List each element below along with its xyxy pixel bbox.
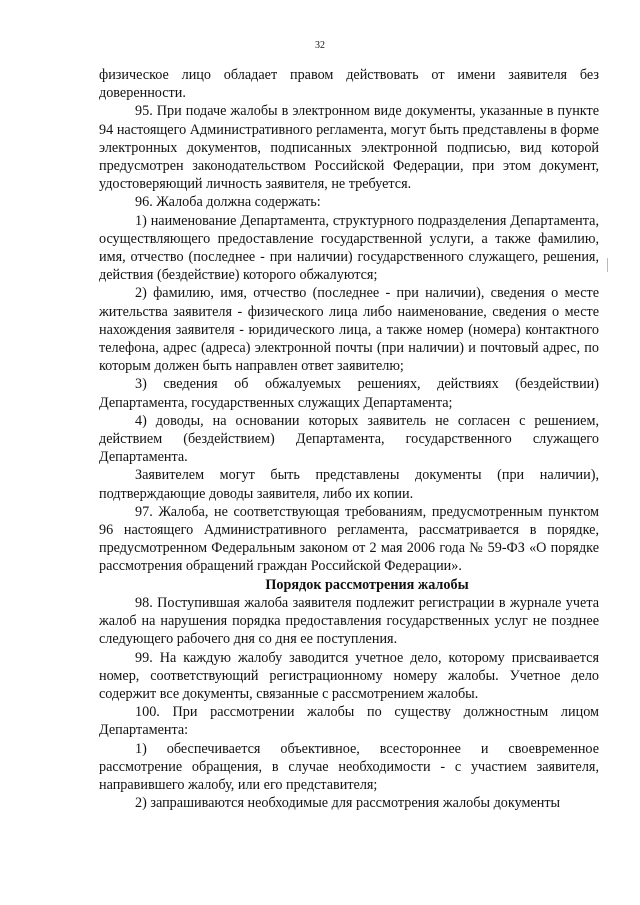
section-heading: Порядок рассмотрения жалобы — [265, 576, 469, 593]
document-body — [99, 66, 599, 812]
paragraph-99: 99. На каждую жалобу заводится учетное дело, которому присваивается номер, соответствующий регистрационному номеру жалобы. Учетное дело содержит все документы, связанные с рассмотрением жалобы. — [99, 649, 599, 702]
page-number: 32 — [315, 40, 325, 51]
paragraph-98: 98. Поступившая жалоба заявителя подлежит регистрации в журнале учета жалоб на нарушения порядка предоставления государственных услуг не позднее следующего рабочего дня со дня ее поступления. — [99, 594, 599, 648]
paragraph-96-note: Заявителем могут быть представлены документы (при наличии), подтверждающие доводы заявителя, либо их копии. — [99, 467, 599, 502]
paragraph-96-item-3: 3) сведения об обжалуемых решениях, действиях (бездействии) Департамента, государственных служащих Департамента; — [99, 376, 599, 411]
paragraph-100: 100. При рассмотрении жалобы по существу должностным лицом Департамента: — [99, 704, 599, 739]
paragraph-96-item-2: 2) фамилию, имя, отчество (последнее - при наличии), сведения о месте жительства заявителя - физического лица либо наименование, сведения о месте нахождения заявителя - юридического лица, а также номер (номера) контактного телефона, адрес (адреса) электронной почты (при наличии) и почтовый адрес, по которым должен быть направлен ответ заявителю; — [99, 285, 599, 375]
paragraph-100-item-2: 2) запрашиваются необходимые для рассмотрения жалобы документы — [135, 795, 561, 812]
paragraph-96-item-4: 4) доводы, на основании которых заявитель не согласен с решением, действием (бездействием) Департамента, государственного служащего Департамента. — [99, 412, 599, 466]
paragraph-97: 97. Жалоба, не соответствующая требованиям, предусмотренным пунктом 96 настоящего Административного регламента, рассматривается в порядке, предусмотренном Федеральным законом от 2 мая 2006 года № 59-ФЗ «О порядке рассмотрения обращений граждан Российской Федерации». — [99, 503, 599, 575]
paragraph-100-item-1: 1) обеспечивается объективное, всестороннее и своевременное рассмотрение обращения, в случае необходимости - с участием заявителя, направившего жалобу, или его представителя; — [99, 740, 599, 793]
scan-mark — [607, 258, 608, 272]
paragraph-96-item-1: 1) наименование Департамента, структурного подразделения Департамента, осуществляющего предоставление государственной услуги, а также фамилию, имя, отчество (последнее - при наличии) государственного служащего, решения, действия (бездействие) которого обжалуются; — [99, 212, 599, 284]
paragraph-95: 95. При подаче жалобы в электронном виде документы, указанные в пункте 94 настоящего Административного регламента, могут быть представлены в форме электронных документов, подписанных электронной подписью, вид которой предусмотрен законодательством Российской Федерации, при этом документ, удостоверяющий личность заявителя, не требуется. — [99, 103, 599, 193]
paragraph-96: 96. Жалоба должна содержать: — [135, 194, 321, 211]
paragraph-continuation: физическое лицо обладает правом действовать от имени заявителя без доверенности. — [99, 67, 599, 102]
